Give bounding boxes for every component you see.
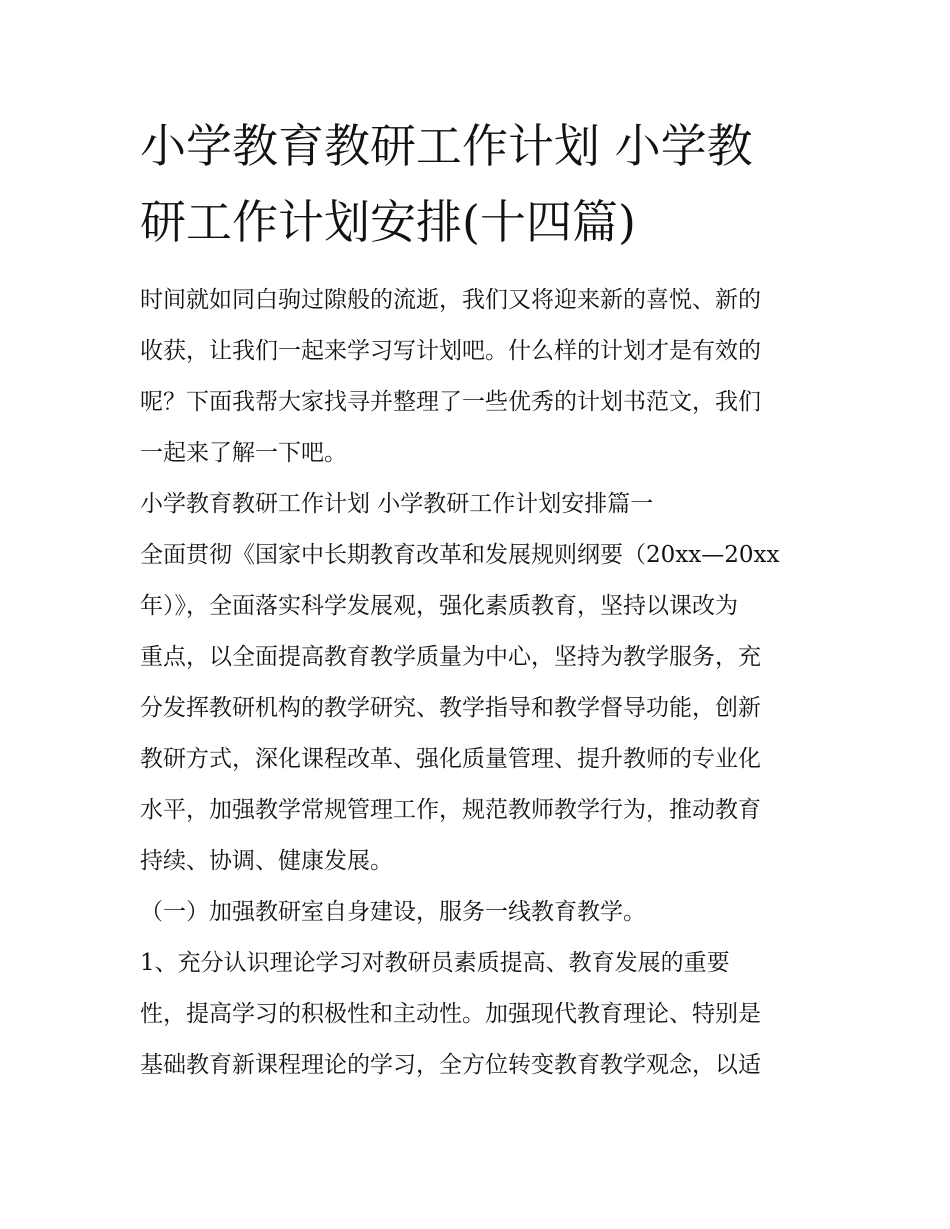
body-line: 一起来了解一下吧。 (140, 440, 347, 466)
section-heading: 小学教育教研工作计划 小学教研工作计划安排篇一 (140, 491, 654, 517)
body-line: 1、充分认识理论学习对教研员素质提高、教育发展的重要 (140, 950, 730, 976)
body-line: 呢？下面我帮大家找寻并整理了一些优秀的计划书范文，我们 (140, 389, 761, 415)
body-line: 性，提高学习的积极性和主动性。加强现代教育理论、特别是 (140, 1001, 761, 1027)
body-line: 重点，以全面提高教育教学质量为中心，坚持为教学服务，充 (140, 644, 761, 670)
subsection-heading: （一）加强教研室自身建设，服务一线教育教学。 (140, 899, 646, 925)
body-line: 年）》，全面落实科学发展观，强化素质教育，坚持以课改为 (140, 593, 738, 619)
body-line: 时间就如同白驹过隙般的流逝，我们又将迎来新的喜悦、新的 (140, 287, 761, 313)
body-line: 基础教育新课程理论的学习，全方位转变教育教学观念，以适 (140, 1052, 761, 1078)
document-title-line-2: 研工作计划安排(十四篇) (140, 195, 636, 249)
body-line: 分发挥教研机构的教学研究、教学指导和教学督导功能，创新 (140, 695, 761, 721)
body-line: 水平，加强教学常规管理工作，规范教师教学行为，推动教育 (140, 797, 761, 823)
document-title-line-1: 小学教育教研工作计划 小学教 (140, 119, 753, 173)
body-line: 教研方式，深化课程改革、强化质量管理、提升教师的专业化 (140, 746, 761, 772)
body-line: 持续、协调、健康发展。 (140, 848, 393, 874)
body-line: 全面贯彻《国家中长期教育改革和发展规则纲要（20xx—20xx (140, 542, 780, 568)
body-line: 收获，让我们一起来学习写计划吧。什么样的计划才是有效的 (140, 338, 761, 364)
